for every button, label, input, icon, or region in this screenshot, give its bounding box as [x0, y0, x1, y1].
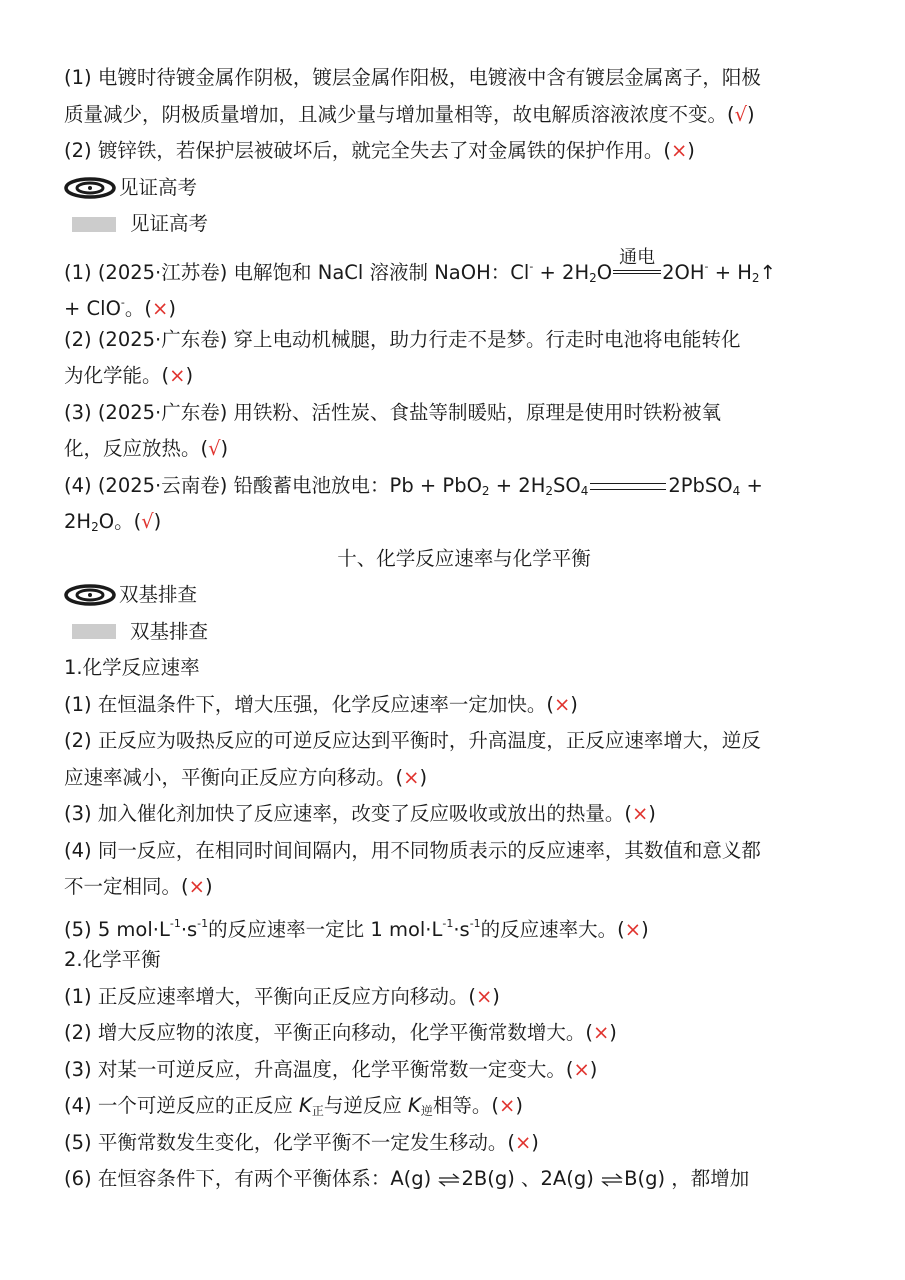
exam-q4-text-d: 2PbSO — [668, 473, 733, 497]
reversible-arrow-icon — [438, 1173, 460, 1187]
condition-label: 通电 — [619, 247, 656, 268]
superscript: - — [529, 259, 534, 273]
rate-item-2-line-a — [64, 723, 864, 760]
exam-q4-text-g: O。( — [98, 510, 142, 533]
section-title — [64, 541, 864, 578]
eq-item-3-text: (3) 对某一可逆反应，升高温度，化学平衡常数一定变大。( — [64, 1057, 574, 1081]
superscript: -1 — [169, 916, 181, 930]
exam-q4-line-a — [64, 468, 864, 505]
paren-close: ) — [419, 765, 428, 789]
eq-item-5-text: (5) 平衡常数发生变化，化学平衡不一定发生移动。( — [64, 1130, 515, 1154]
rate-item-2-line-b — [64, 760, 864, 797]
eq-item-2 — [64, 1015, 864, 1052]
exam-bar-heading — [64, 206, 864, 243]
exam-q3-line-a — [64, 395, 864, 432]
superscript: -1 — [197, 916, 209, 930]
ring-logo-icon — [64, 177, 116, 199]
eq-item-6 — [64, 1161, 864, 1198]
exam-logo-title: 见证高考 — [119, 175, 198, 199]
cross-mark: × — [514, 1130, 532, 1154]
paren-close: ) — [570, 692, 578, 716]
cross-mark: × — [152, 297, 169, 320]
cross-mark: × — [573, 1057, 590, 1081]
exam-q3-text-a: (3) (2025·广东卷) 用铁粉、活性炭、食盐等制暖贴，原理是使用时铁粉被氧 — [64, 400, 722, 424]
paren-close: ) — [515, 1094, 523, 1117]
rate-item-5 — [64, 906, 864, 943]
intro-item-1-text-a: (1) 电镀时待镀金属作阴极，镀层金属作阳极，电镀液中含有镀层金属离子，阳极 — [64, 66, 761, 89]
rate-item-4-line-a — [64, 833, 864, 870]
exam-q1-text-f: ↑ — [759, 260, 776, 284]
rate-item-4-line-b — [64, 869, 864, 906]
cross-mark: × — [592, 1021, 610, 1044]
exam-q2-text-b: 为化学能。( — [64, 364, 170, 387]
cross-mark: × — [169, 364, 186, 387]
subscript: 2 — [91, 520, 99, 534]
rate-item-1 — [64, 687, 864, 724]
basic-bar-title: 双基排查 — [130, 619, 209, 643]
rate-item-5-text-b: ·s — [180, 917, 198, 941]
cross-mark: × — [631, 802, 649, 825]
paren-close: ) — [168, 297, 176, 320]
superscript: - — [704, 259, 709, 273]
exam-q1-text-d: 2OH — [662, 260, 705, 284]
rate-subtitle — [64, 650, 864, 687]
rate-item-5-text-a: (5) 5 mol·L — [64, 917, 170, 941]
exam-q4-text-f: 2H — [64, 510, 92, 533]
eq-item-4 — [64, 1088, 864, 1125]
paren-close: ) — [648, 802, 656, 825]
subscript: 逆 — [420, 1104, 433, 1118]
section-title-text: 十、化学反应速率与化学平衡 — [337, 546, 591, 570]
exam-q1-text-e: + H — [708, 260, 752, 284]
exam-q3-line-b — [64, 431, 864, 468]
paren-close: ) — [609, 1021, 617, 1044]
paren-close: ) — [747, 102, 755, 126]
paren-close: ) — [492, 984, 500, 1008]
rate-item-4-text-a: (4) 同一反应，在相同时间间隔内，用不同物质表示的反应速率，其数值和意义都 — [64, 838, 761, 862]
k-symbol: K — [408, 1094, 421, 1117]
exam-q1-text-h: 。( — [124, 297, 153, 320]
paren-close: ) — [185, 364, 194, 387]
exam-q4-text-b: + 2H — [489, 473, 546, 497]
equals-arrow — [613, 270, 661, 274]
subscript: 4 — [580, 483, 589, 498]
rate-item-2-text-a: (2) 正反应为吸热反应的可逆反应达到平衡时，升高温度，正反应速率增大，逆反 — [64, 729, 761, 752]
eq-item-2-text: (2) 增大反应物的浓度，平衡正向移动，化学平衡常数增大。( — [64, 1021, 593, 1044]
ring-logo-icon — [64, 584, 116, 606]
rate-item-3 — [64, 796, 864, 833]
eq-item-5 — [64, 1125, 864, 1162]
document-page — [64, 60, 864, 1198]
paren-close: ) — [687, 139, 695, 162]
subscript: 2 — [481, 483, 490, 498]
eq-item-3 — [64, 1052, 864, 1089]
basic-bar-heading — [64, 614, 864, 651]
reversible-arrow-icon — [601, 1173, 623, 1187]
exam-q4-text-e: + — [740, 473, 763, 497]
eq-item-6-text-c: B(g) ，都增加 — [624, 1167, 750, 1190]
exam-q3-text-b: 化，反应放热。( — [64, 437, 209, 460]
eq-item-4-text-c: 相等。( — [432, 1094, 499, 1117]
paren-close: ) — [153, 510, 162, 533]
paren-close: ) — [204, 875, 213, 898]
cross-mark: × — [403, 765, 420, 789]
exam-q1-text-g: + ClO — [64, 297, 121, 320]
subscript: 2 — [589, 270, 597, 285]
gray-bar — [72, 217, 116, 232]
exam-q1-line-a — [64, 249, 864, 286]
rate-item-3-text: (3) 加入催化剂加快了反应速率，改变了反应吸收或放出的热量。( — [64, 802, 632, 825]
rate-item-4-text-b: 不一定相同。( — [64, 875, 189, 898]
rate-item-1-text: (1) 在恒温条件下，增大压强，化学反应速率一定加快。( — [64, 692, 554, 716]
intro-item-1-line-b — [64, 97, 864, 134]
cross-mark: × — [553, 692, 571, 716]
eq-item-6-text-a: (6) 在恒容条件下，有两个平衡体系：A(g) — [64, 1167, 438, 1190]
cross-mark: × — [498, 1094, 516, 1117]
equilibrium-subtitle-text: 2.化学平衡 — [64, 948, 161, 971]
check-mark: √ — [208, 437, 221, 460]
exam-q1-text-a: (1) (2025·江苏卷) 电解饱和 NaCl 溶液制 NaOH：Cl — [64, 260, 530, 284]
cross-mark: × — [188, 875, 205, 898]
superscript: -1 — [442, 916, 454, 930]
eq-item-4-text-b: 与逆反应 — [323, 1094, 409, 1117]
paren-close: ) — [220, 437, 229, 460]
basic-logo-heading — [64, 577, 864, 614]
exam-q2-line-a — [64, 322, 864, 359]
subscript: 4 — [732, 483, 741, 498]
exam-q4-line-b — [64, 504, 864, 541]
eq-item-1-text: (1) 正反应速率增大，平衡向正反应方向移动。( — [64, 984, 476, 1008]
exam-q1-text-b: + 2H — [533, 260, 590, 284]
check-mark: √ — [141, 510, 154, 533]
rate-item-5-text-d: ·s — [453, 917, 470, 941]
intro-item-2 — [64, 133, 864, 170]
k-symbol: K — [299, 1094, 312, 1117]
intro-item-1-text-b: 质量减少，阴极质量增加，且减少量与增加量相等，故电解质溶液浓度不变。( — [64, 102, 735, 126]
rate-subtitle-text: 1.化学反应速率 — [64, 656, 200, 679]
electrolysis-condition — [613, 247, 661, 283]
eq-item-6-text-b: 2B(g) 、2A(g) — [461, 1167, 601, 1190]
exam-q2-text-a: (2) (2025·广东卷) 穿上电动机械腿，助力行走不是梦。行走时电池将电能转化 — [64, 327, 741, 351]
exam-q4-text-c: SO — [553, 473, 581, 497]
paren-close: ) — [641, 917, 649, 941]
superscript: -1 — [469, 916, 481, 930]
basic-logo-title: 双基排查 — [119, 583, 198, 606]
subscript: 正 — [311, 1104, 324, 1118]
exam-bar-title: 见证高考 — [130, 212, 209, 235]
eq-item-1 — [64, 979, 864, 1016]
intro-item-2-text: (2) 镀锌铁，若保护层被破坏后，就完全失去了对金属铁的保护作用。( — [64, 139, 671, 162]
check-mark: √ — [734, 102, 748, 126]
superscript: - — [120, 296, 125, 309]
cross-mark: × — [475, 984, 493, 1008]
intro-item-1-line-a — [64, 60, 864, 97]
eq-item-4-text-a: (4) 一个可逆反应的正反应 — [64, 1094, 300, 1117]
exam-q2-line-b — [64, 358, 864, 395]
cross-mark: × — [670, 139, 688, 162]
paren-close: ) — [589, 1057, 598, 1081]
cross-mark: × — [624, 917, 642, 941]
gray-bar — [72, 624, 116, 639]
exam-q1-line-b — [64, 285, 864, 322]
rate-item-2-text-b: 应速率减小，平衡向正反应方向移动。( — [64, 765, 404, 789]
exam-q1-text-c: O — [596, 260, 613, 284]
exam-q4-text-a: (4) (2025·云南卷) 铅酸蓄电池放电：Pb + PbO — [64, 473, 482, 497]
subscript: 2 — [545, 483, 554, 498]
paren-close: ) — [531, 1130, 539, 1154]
subscript: 2 — [751, 270, 760, 285]
equals-arrow — [590, 483, 666, 490]
rate-item-5-text-e: 的反应速率大。( — [480, 917, 625, 941]
equilibrium-subtitle — [64, 942, 864, 979]
rate-item-5-text-c: 的反应速率一定比 1 mol·L — [208, 917, 443, 941]
exam-logo-heading — [64, 170, 864, 207]
